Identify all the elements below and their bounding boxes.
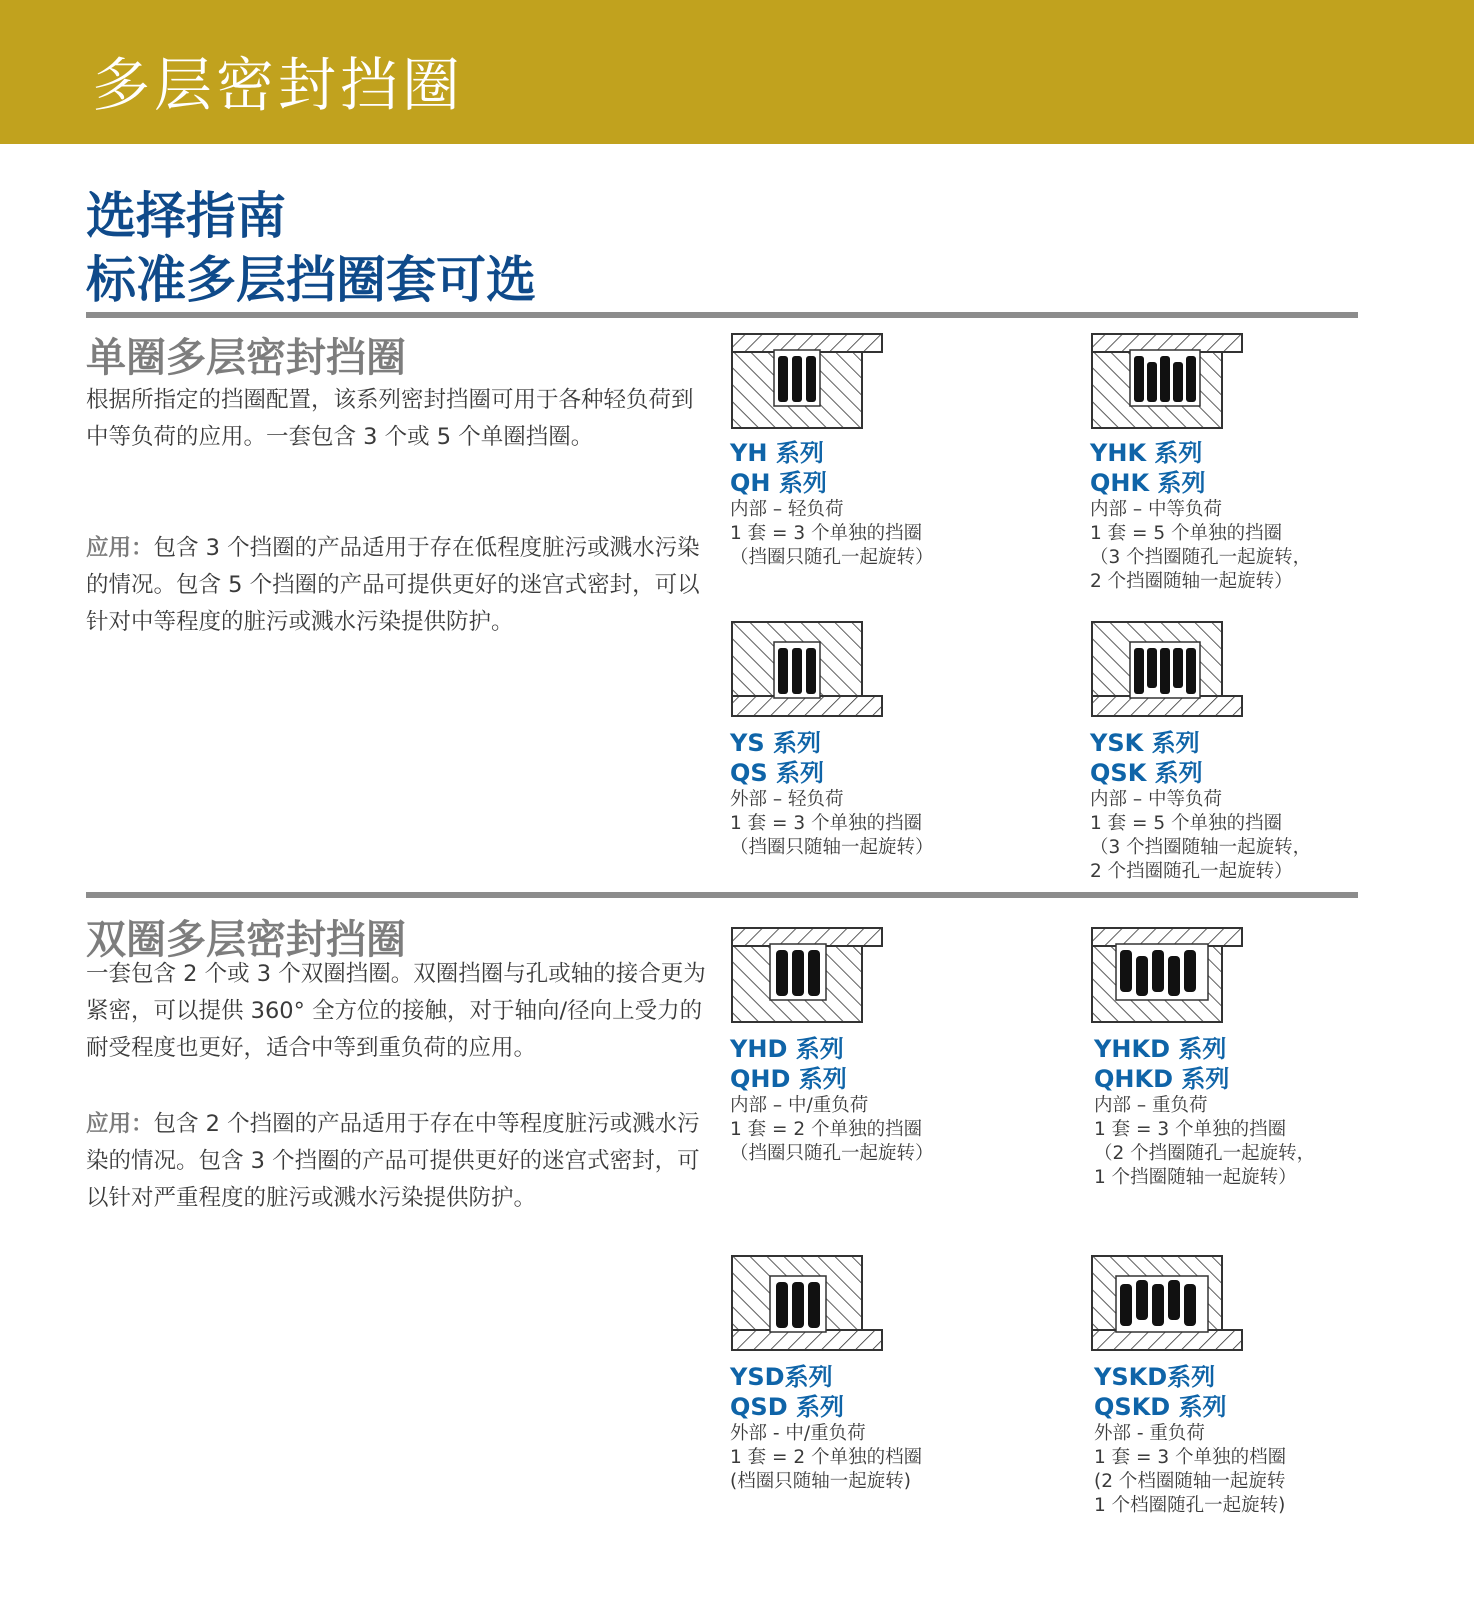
single-application <box>86 530 706 641</box>
product-set: 1 套 = 3 个单独的挡圈 <box>730 523 923 544</box>
single-section-title: 单圈多层密封挡圈 <box>86 335 406 381</box>
series-name: QH 系列 <box>730 469 827 497</box>
double-intro: 一套包含 2 个或 3 个双圈挡圈。双圈挡圈与孔或轴的接合更为紧密，可以提供 360° 全方位的接触，对于轴向/径向上受力的耐受程度也更好，适合中等到重负荷的应用。 <box>86 961 706 1061</box>
product-type: 内部 – 轻负荷 <box>730 499 844 520</box>
seal-diagram-yh <box>730 332 884 432</box>
page-title: 多层密封挡圈 <box>92 51 465 119</box>
product-rotation: （挡圈只随孔一起旋转） <box>730 1143 934 1164</box>
seal-diagram-yskd <box>1090 1254 1244 1354</box>
guide-subtitle: 标准多层挡圈套可选 <box>86 251 536 309</box>
seal-diagram-ys <box>730 620 884 720</box>
series-name: YSKD系列 <box>1094 1363 1216 1391</box>
section-divider <box>86 892 1358 898</box>
product-set: 1 套 = 3 个单独的挡圈 <box>1094 1119 1287 1140</box>
product-type: 外部 – 轻负荷 <box>730 789 844 810</box>
double-application <box>86 1106 706 1217</box>
product-rotation: 2 个挡圈随孔一起旋转） <box>1090 861 1293 882</box>
series-name: YH 系列 <box>730 439 824 467</box>
product-type: 内部 – 中/重负荷 <box>730 1095 869 1116</box>
series-name: QSKD 系列 <box>1094 1393 1227 1421</box>
series-name: YHK 系列 <box>1090 439 1203 467</box>
application-text: 包含 3 个挡圈的产品适用于存在低程度脏污或溅水污染的情况。包含 5 个挡圈的产品可提供更好的迷宫式密封，可以针对中等程度的脏污或溅水污染提供防护。 <box>86 535 700 635</box>
product-set: 1 套 = 5 个单独的挡圈 <box>1090 523 1283 544</box>
product-rotation: （2 个挡圈随孔一起旋转， <box>1094 1143 1316 1164</box>
seal-diagram-ysd <box>730 1254 884 1354</box>
product-type: 外部 - 重负荷 <box>1094 1423 1205 1444</box>
application-label: 应用： <box>86 1111 154 1137</box>
series-name: YHD 系列 <box>730 1035 844 1063</box>
series-name: YS 系列 <box>730 729 822 757</box>
product-rotation: (2 个档圈随轴一起旋转 <box>1094 1471 1286 1492</box>
product-set: 1 套 = 2 个单独的档圈 <box>730 1447 923 1468</box>
series-name: QSD 系列 <box>730 1393 844 1421</box>
single-intro: 根据所指定的挡圈配置，该系列密封挡圈可用于各种轻负荷到中等负荷的应用。一套包含 3 个或 5 个单圈挡圈。 <box>86 387 694 450</box>
product-set: 1 套 = 2 个单独的挡圈 <box>730 1119 923 1140</box>
product-set: 1 套 = 3 个单独的挡圈 <box>730 813 923 834</box>
series-name: QHKD 系列 <box>1094 1065 1230 1093</box>
product-rotation: (档圈只随轴一起旋转) <box>730 1471 911 1492</box>
product-rotation: 1 个档圈随孔一起旋转) <box>1094 1495 1286 1516</box>
product-type: 外部 - 中/重负荷 <box>730 1423 866 1444</box>
product-type: 内部 – 中等负荷 <box>1090 499 1223 520</box>
seal-diagram-ysk <box>1090 620 1244 720</box>
series-name: YSK 系列 <box>1090 729 1200 757</box>
guide-title: 选择指南 <box>86 187 286 245</box>
product-rotation: （挡圈只随轴一起旋转） <box>730 837 934 858</box>
header-banner <box>0 0 1474 144</box>
double-section-title: 双圈多层密封挡圈 <box>86 917 406 963</box>
series-name: YSD系列 <box>730 1363 833 1391</box>
seal-diagram-yhkd <box>1090 926 1244 1026</box>
series-name: YHKD 系列 <box>1094 1035 1227 1063</box>
series-name: QS 系列 <box>730 759 825 787</box>
product-rotation: 1 个挡圈随轴一起旋转） <box>1094 1167 1297 1188</box>
product-rotation: 2 个挡圈随轴一起旋转） <box>1090 571 1293 592</box>
seal-diagram-yhk <box>1090 332 1244 432</box>
application-label: 应用： <box>86 535 154 561</box>
section-divider <box>86 312 1358 318</box>
application-text: 包含 2 个挡圈的产品适用于存在中等程度脏污或溅水污染的情况。包含 3 个挡圈的产品可提供更好的迷宫式密封，可以针对严重程度的脏污或溅水污染提供防护。 <box>86 1111 700 1211</box>
product-rotation: （挡圈只随孔一起旋转） <box>730 547 934 568</box>
series-name: QHD 系列 <box>730 1065 847 1093</box>
product-rotation: （3 个挡圈随孔一起旋转， <box>1090 547 1312 568</box>
product-rotation: （3 个挡圈随轴一起旋转， <box>1090 837 1312 858</box>
series-name: QSK 系列 <box>1090 759 1203 787</box>
seal-diagram-yhd <box>730 926 884 1026</box>
product-type: 内部 – 中等负荷 <box>1090 789 1223 810</box>
series-name: QHK 系列 <box>1090 469 1206 497</box>
product-set: 1 套 = 5 个单独的挡圈 <box>1090 813 1283 834</box>
product-set: 1 套 = 3 个单独的档圈 <box>1094 1447 1287 1468</box>
product-type: 内部 – 重负荷 <box>1094 1095 1208 1116</box>
